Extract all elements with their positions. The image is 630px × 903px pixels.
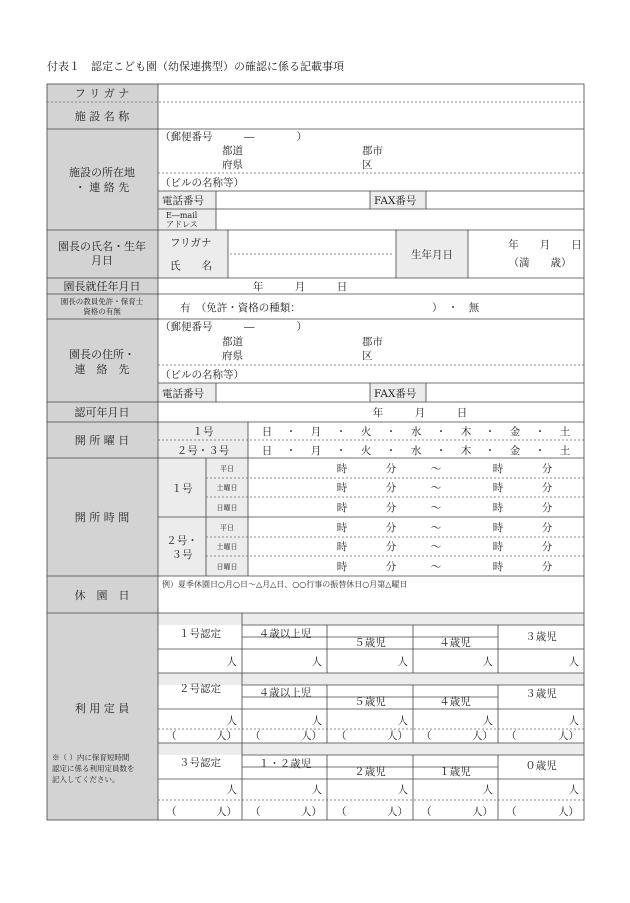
time-unit: 分 — [385, 482, 397, 494]
time-unit: 時 — [492, 482, 504, 494]
head-furigana-label: フリガナ — [170, 237, 212, 249]
license-text: 有 （免許・資格の種類： ） ・ 無 — [180, 302, 480, 314]
capacity-note: ※（ ）内に保育短時間 — [52, 753, 130, 762]
head-name-label: 氏 名 — [170, 260, 212, 272]
weekday-mark: ・ — [534, 445, 546, 457]
closed-example: 例）夏季休園日○月○日～△月△日、○○行事の振替休日○月第△曜日 — [162, 580, 408, 589]
capacity-unit: 人 — [311, 715, 322, 727]
capacity-type1: １号認定 — [179, 628, 221, 640]
time-unit: 時 — [492, 522, 504, 534]
capacity-unit: 人 — [397, 715, 408, 727]
capacity-unit: 人 — [397, 784, 408, 796]
time-unit: 分 — [541, 522, 553, 534]
time-unit: 時 — [336, 522, 348, 534]
time-unit: 分 — [385, 463, 397, 475]
capacity-unit: 人 — [568, 715, 579, 727]
time-unit: ～ — [430, 541, 442, 553]
days-type23-label: ２号・３号 — [176, 445, 230, 457]
capacity-type2: ２号認定 — [179, 683, 221, 695]
capacity-unit: 人 — [482, 656, 493, 668]
capacity-paren-open: （ — [166, 806, 177, 818]
building-label: （ビルの名称等） — [160, 177, 244, 189]
head-block — [170, 237, 582, 314]
hour-row-label: 平日 — [220, 465, 234, 473]
label-open-hours: 開 所 時 間 — [74, 511, 130, 524]
weekday-mark: ・ — [385, 445, 397, 457]
time-unit: 時 — [336, 541, 348, 553]
time-unit: 時 — [492, 502, 504, 514]
weekday-mark: ・ — [335, 426, 347, 438]
capacity-note: 認定に係る利用定員数を — [52, 764, 135, 773]
time-unit: 時 — [336, 561, 348, 573]
label-approval-date: 認可年月日 — [74, 406, 130, 419]
label-facility-name: 施 設 名 称 — [74, 110, 130, 123]
capacity-paren-open: （ — [421, 730, 432, 742]
capacity-paren-unit: 人） — [558, 730, 579, 742]
prefecture-label: 府県 — [222, 159, 243, 171]
capacity-unit: 人 — [226, 715, 237, 727]
time-unit: 時 — [492, 561, 504, 573]
capacity-unit: 人 — [226, 784, 237, 796]
time-unit: 時 — [336, 463, 348, 475]
hour-row-label: 平日 — [220, 524, 234, 532]
days-type1-label: １号 — [192, 426, 214, 438]
label-license: 園長の教員免許・保育士 — [60, 297, 144, 306]
label-open-days: 開 所 曜 日 — [74, 434, 130, 447]
capacity-paren-open: （ — [506, 806, 517, 818]
capacity-age4: ４歳児 — [439, 637, 471, 649]
weekday-mark: ・ — [285, 445, 297, 457]
label-license-presence: 資格の有無 — [83, 307, 121, 316]
weekday-mark: 月 — [310, 426, 322, 438]
time-unit: 分 — [385, 502, 397, 514]
weekday-mark: ・ — [385, 426, 397, 438]
capacity-age5: ５歳児 — [354, 637, 386, 649]
time-unit: ～ — [430, 482, 442, 494]
postal-code: （郵便番号 ― ） — [160, 321, 307, 333]
weekday-mark: 水 — [410, 426, 422, 438]
capacity-unit: 人 — [568, 656, 579, 668]
capacity-unit: 人 — [568, 784, 579, 796]
weekday-mark: 水 — [410, 445, 422, 457]
capacity-over4: ４歳以上児 — [258, 628, 312, 640]
label-head-name: 園長の氏名・生年 — [58, 240, 146, 253]
capacity-paren-unit: 人） — [558, 806, 579, 818]
email-label: アドレス — [166, 220, 198, 229]
time-unit: ～ — [430, 561, 442, 573]
weekday-mark: ・ — [435, 426, 447, 438]
time-unit: ～ — [430, 522, 442, 534]
capacity-paren-unit: 人） — [301, 730, 322, 742]
capacity-age2: ２歳児 — [354, 766, 386, 778]
label-furigana: フ リ ガ ナ — [74, 87, 130, 100]
approval-ymd: 年 月 日 — [372, 407, 468, 419]
city-label: 区 — [362, 159, 373, 171]
time-unit: 分 — [385, 522, 397, 534]
time-unit: 分 — [385, 561, 397, 573]
time-unit: 時 — [336, 482, 348, 494]
capacity-age12: １・２歳児 — [258, 758, 312, 770]
weekday-mark: ・ — [534, 426, 546, 438]
weekday-row-type1 — [262, 425, 571, 438]
capacity-paren-unit: 人） — [216, 806, 237, 818]
head-address-block — [160, 320, 467, 419]
postal-code: （郵便番号 ― ） — [160, 131, 307, 143]
capacity-paren-open: （ — [250, 730, 261, 742]
time-unit: 時 — [492, 541, 504, 553]
weekday-mark: 火 — [360, 445, 372, 457]
capacity-unit: 人 — [311, 784, 322, 796]
capacity-age1: １歳児 — [439, 766, 471, 778]
hours-group2-label: ３号 — [171, 549, 193, 561]
time-unit: 時 — [492, 463, 504, 475]
capacity-unit: 人 — [482, 715, 493, 727]
time-unit: 分 — [541, 482, 553, 494]
time-unit: 分 — [385, 541, 397, 553]
capacity-block — [166, 627, 580, 818]
city-label: 郡市 — [362, 145, 383, 157]
capacity-paren-open: （ — [166, 730, 177, 742]
weekday-mark: ・ — [435, 445, 447, 457]
fax-label: FAX番号 — [374, 195, 417, 207]
hours-group2-label: ２号・ — [166, 535, 198, 547]
hour-row-label: 土曜日 — [216, 543, 238, 551]
birth-date-ymd: 年 月 日 — [508, 239, 582, 251]
time-unit: ～ — [430, 502, 442, 514]
capacity-paren-unit: 人） — [387, 730, 408, 742]
weekday-mark: 月 — [310, 445, 322, 457]
prefecture-label: 都道 — [222, 145, 243, 157]
capacity-age4: ４歳児 — [439, 696, 471, 708]
capacity-paren-unit: 人） — [472, 806, 493, 818]
email-label: E―mail — [166, 211, 198, 220]
capacity-paren-unit: 人） — [301, 806, 322, 818]
capacity-age3: ３歳児 — [525, 631, 557, 643]
capacity-age5: ５歳児 — [354, 696, 386, 708]
hours-group1-label: １号 — [171, 483, 193, 495]
age-label: （満 歳） — [508, 257, 572, 269]
capacity-unit: 人 — [482, 784, 493, 796]
capacity-over4: ４歳以上児 — [258, 687, 312, 699]
capacity-unit: 人 — [311, 656, 322, 668]
capacity-paren-unit: 人） — [387, 806, 408, 818]
capacity-paren-open: （ — [336, 730, 347, 742]
hour-row-label: 日曜日 — [216, 563, 238, 571]
label-facility-address: 施設の所在地 — [69, 166, 135, 179]
tel-label: 電話番号 — [162, 195, 204, 207]
head-start-ymd: 年 月 日 — [252, 281, 348, 293]
hour-row-label: 日曜日 — [216, 504, 238, 512]
label-closed: 休 園 日 — [74, 589, 130, 602]
weekday-mark: 木 — [460, 426, 472, 438]
capacity-paren-open: （ — [506, 730, 517, 742]
time-unit: 分 — [541, 541, 553, 553]
time-unit: 分 — [541, 561, 553, 573]
weekday-row-type23 — [262, 444, 571, 457]
capacity-paren-open: （ — [421, 806, 432, 818]
capacity-paren-unit: 人） — [472, 730, 493, 742]
weekday-mark: ・ — [335, 445, 347, 457]
weekday-mark: 日 — [261, 445, 273, 457]
city-label: 郡市 — [362, 336, 383, 348]
label-head-address: 園長の住所・ — [69, 348, 135, 361]
capacity-type3: ３号認定 — [179, 757, 221, 769]
tel-label: 電話番号 — [162, 388, 204, 400]
city-label: 区 — [362, 350, 373, 362]
capacity-unit: 人 — [226, 656, 237, 668]
capacity-paren-open: （ — [250, 806, 261, 818]
label-facility-contact: ・ 連 絡 先 — [74, 181, 130, 194]
page-title: 付表１ 認定こども園（幼保連携型）の確認に係る記載事項 — [47, 60, 344, 73]
weekday-mark: 土 — [559, 445, 571, 457]
weekday-mark: ・ — [285, 426, 297, 438]
weekday-mark: 火 — [360, 426, 372, 438]
label-capacity: 利 用 定 員 — [74, 702, 130, 715]
capacity-paren-unit: 人） — [216, 730, 237, 742]
building-label: （ビルの名称等） — [160, 369, 244, 381]
birth-date-label: 生年月日 — [411, 249, 453, 261]
prefecture-label: 都道 — [222, 336, 243, 348]
hour-row-label: 土曜日 — [216, 484, 238, 492]
capacity-unit: 人 — [397, 656, 408, 668]
weekday-mark: 日 — [261, 426, 273, 438]
capacity-age0: ０歳児 — [525, 760, 557, 772]
time-unit: 分 — [541, 502, 553, 514]
weekday-mark: 土 — [559, 426, 571, 438]
weekday-mark: ・ — [484, 426, 496, 438]
label-head-birth: 月日 — [91, 254, 113, 267]
weekday-mark: ・ — [484, 445, 496, 457]
fax-label: FAX番号 — [374, 388, 417, 400]
weekday-mark: 金 — [509, 445, 521, 457]
time-unit: 時 — [336, 502, 348, 514]
label-head-contact: 連 絡 先 — [74, 363, 130, 376]
weekday-mark: 木 — [460, 445, 472, 457]
time-unit: 分 — [541, 463, 553, 475]
capacity-note: 記入してください。 — [52, 775, 120, 784]
weekday-mark: 金 — [509, 426, 521, 438]
label-head-start: 園長就任年月日 — [63, 280, 141, 293]
capacity-age3: ３歳児 — [525, 688, 557, 700]
time-unit: ～ — [430, 463, 442, 475]
capacity-paren-open: （ — [336, 806, 347, 818]
prefecture-label: 府県 — [222, 350, 243, 362]
